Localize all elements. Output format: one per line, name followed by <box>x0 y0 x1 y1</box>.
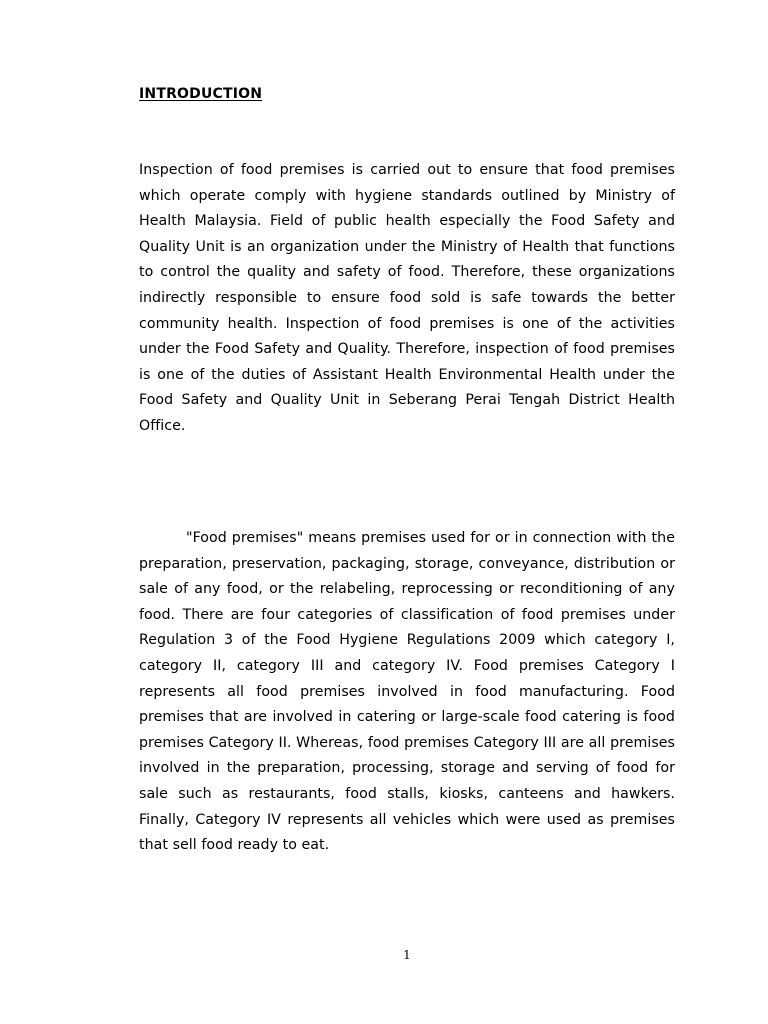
paragraph-food-premises-definition: "Food premises" means premises used for or in connection with the preparation, preservation, packaging, storage, conveyance, distribution or sale of any food, or the relabeling, reprocessing or reconditioning of any food. There are four categories of classification of food premises under Regulation 3 of the Food Hygiene Regulations 2009 which category I, category II, category III and category IV. Food premises Category I represents all food premises involved in food manufacturing. Food premises that are involved in catering or large-scale food catering is food premises Category II. Whereas, food premises Category III are all premises involved in the preparation, processing, storage and serving of food for sale such as restaurants, food stalls, kiosks, canteens and hawkers. Finally, Category IV represents all vehicles which were used as premises that sell food ready to eat. <box>139 530 675 854</box>
page-number: 1 <box>403 948 411 962</box>
section-heading: INTRODUCTION <box>139 86 263 102</box>
paragraph-introduction: Inspection of food premises is carried out to ensure that food premises which operate comply with hygiene standards outlined by Ministry of Health Malaysia. Field of public health especially the Food Safety and Quality Unit is an organization under the Ministry of Health that functions to control the quality and safety of food. Therefore, these organizations indirectly responsible to ensure food sold is safe towards the better community health. Inspection of food premises is one of the activities under the Food Safety and Quality. Therefore, inspection of food premises is one of the duties of Assistant Health Environmental Health under the Food Safety and Quality Unit in Seberang Perai Tengah District Health Office. <box>139 162 675 434</box>
